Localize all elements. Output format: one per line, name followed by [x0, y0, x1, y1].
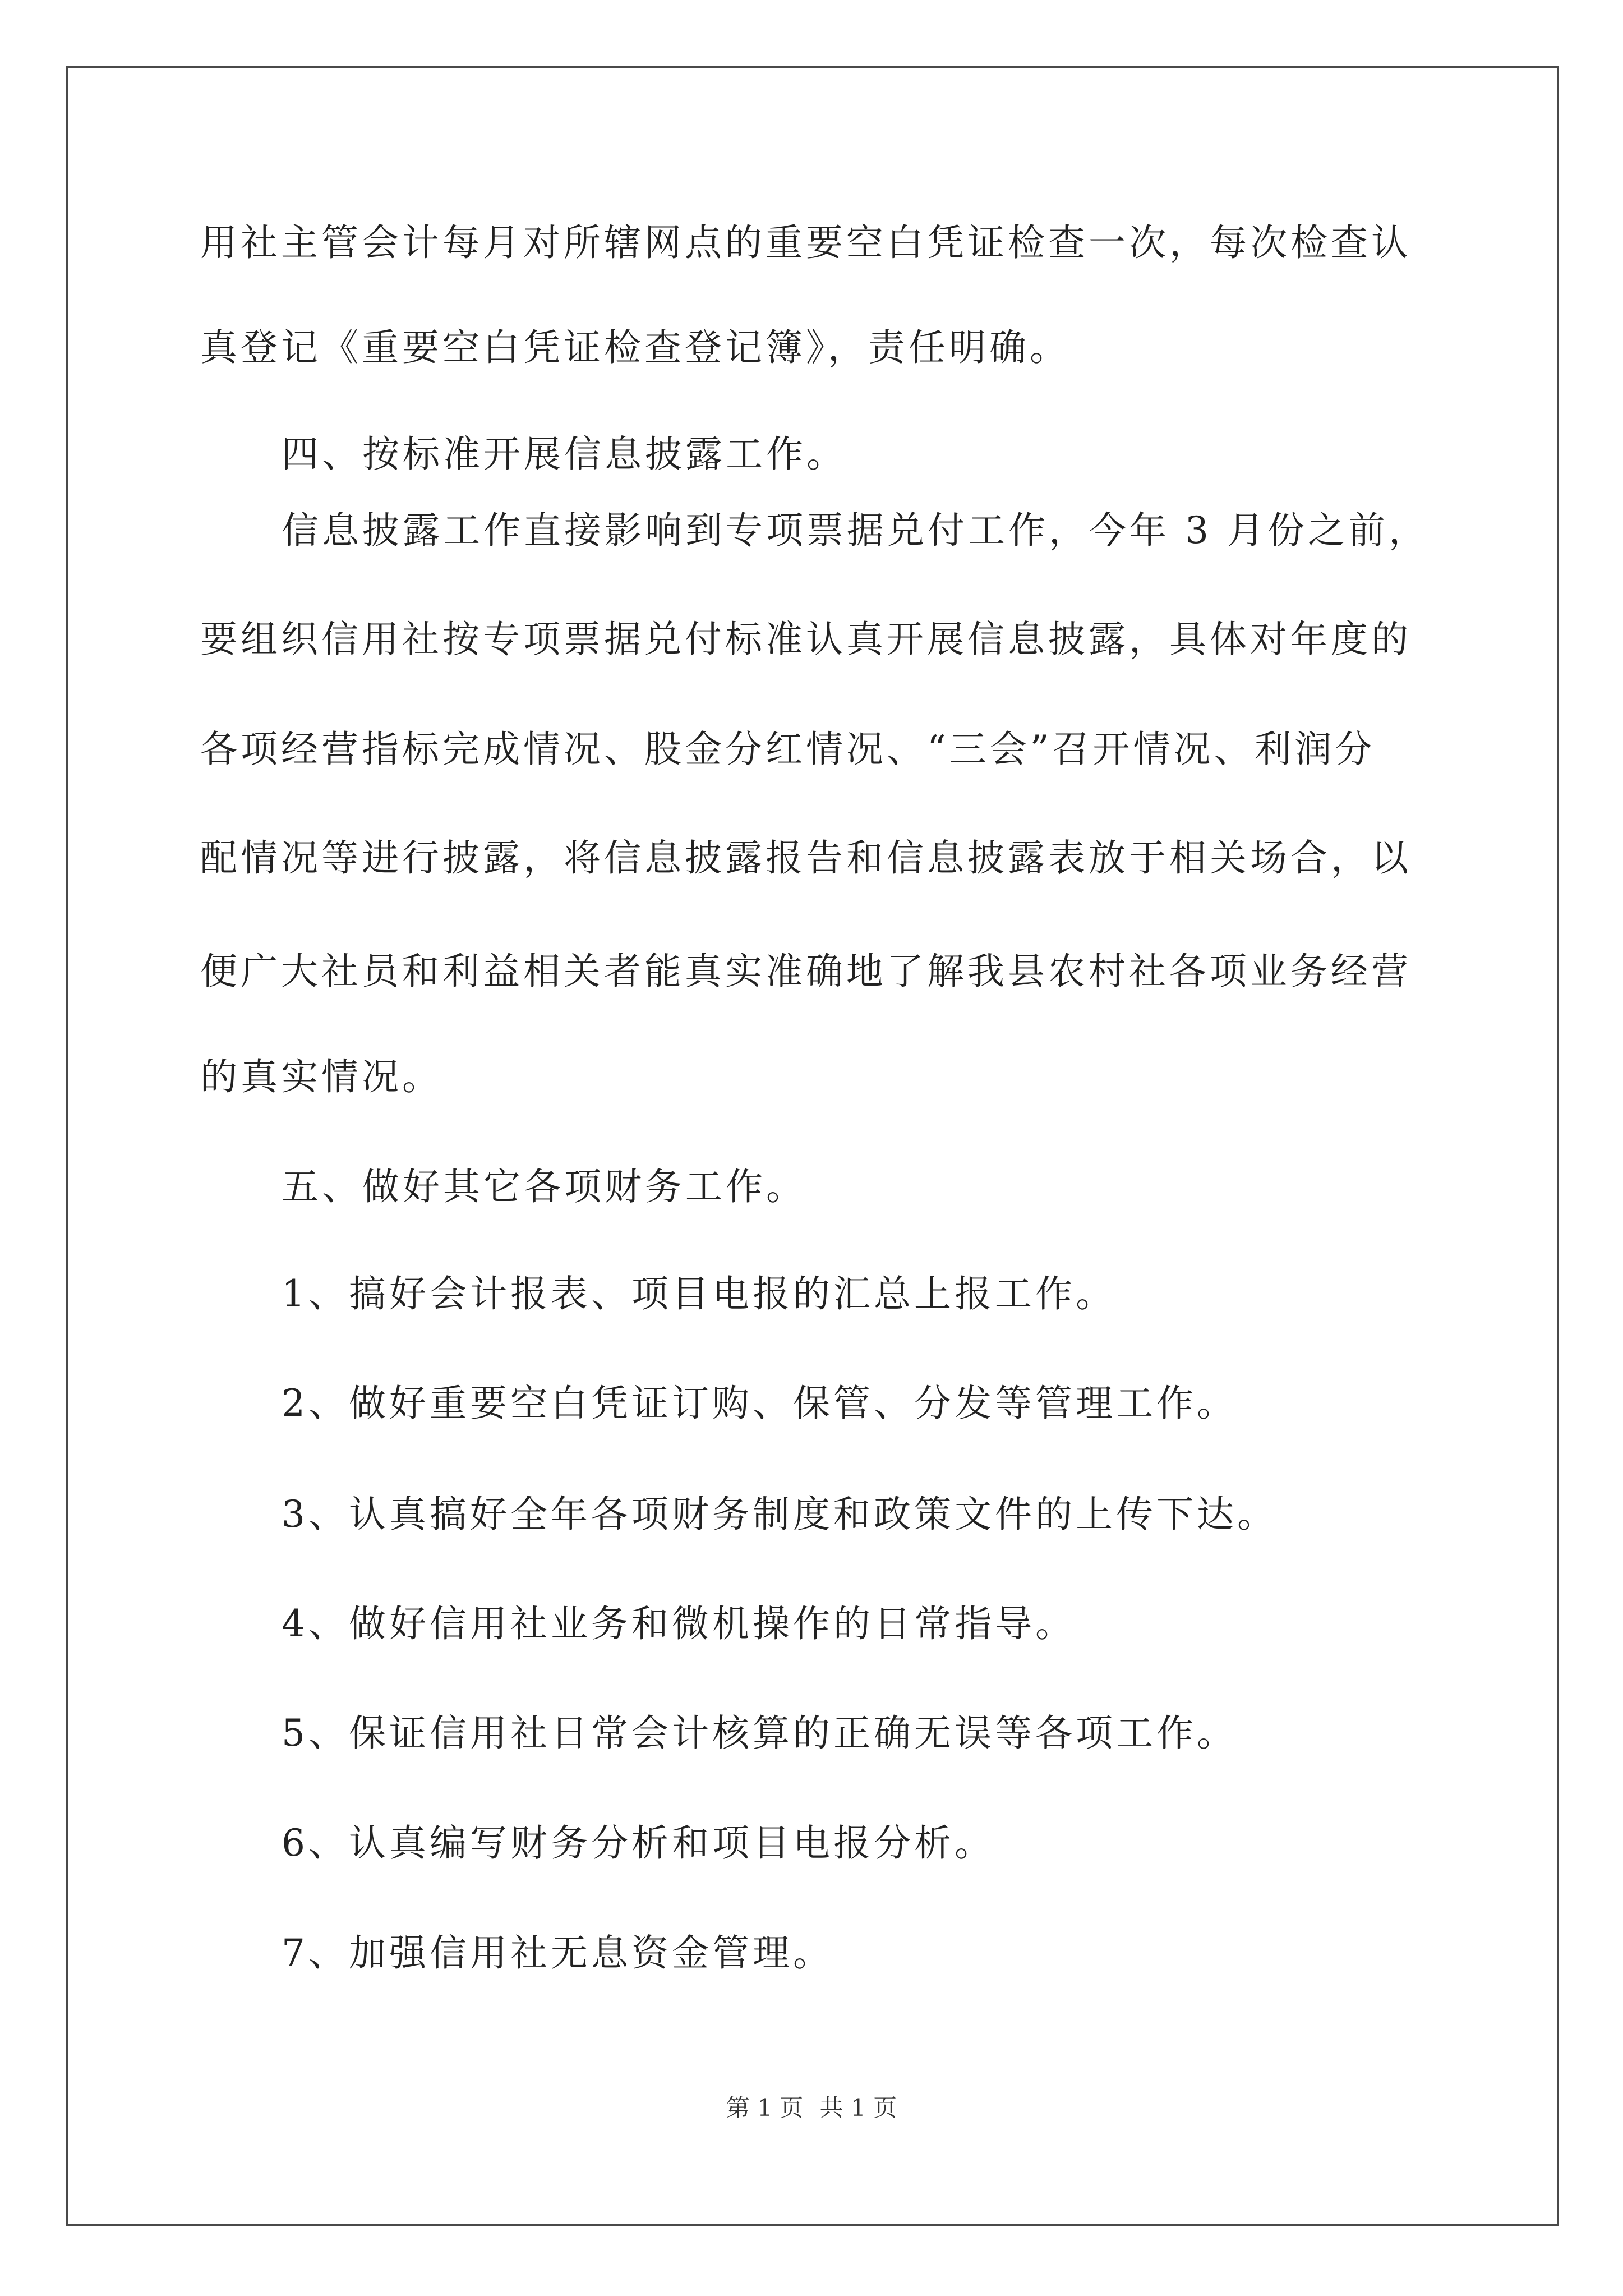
paragraph-line: 各项经营指标完成情况、股金分红情况、“三会”召开情况、利润分	[200, 728, 1376, 771]
section-heading-5: 五、做好其它各项财务工作。	[282, 1165, 806, 1208]
list-item: 5、保证信用社日常会计核算的正确无误等各项工作。	[282, 1711, 1237, 1755]
page-border	[66, 66, 1559, 2226]
list-item: 3、认真搞好全年各项财务制度和政策文件的上传下达。	[282, 1493, 1278, 1536]
page-number-total: 共 1 页	[819, 2094, 897, 2122]
page-footer	[0, 2092, 1623, 2124]
page-number-current: 第 1 页	[726, 2094, 804, 2122]
list-item: 4、做好信用社业务和微机操作的日常指导。	[282, 1602, 1076, 1645]
paragraph-line: 的真实情况。	[200, 1055, 442, 1098]
list-item: 2、做好重要空白凭证订购、保管、分发等管理工作。	[282, 1382, 1237, 1425]
paragraph-line: 配情况等进行披露，将信息披露报告和信息披露表放于相关场合，以	[200, 836, 1412, 880]
list-item: 6、认真编写财务分析和项目电报分析。	[282, 1821, 995, 1865]
list-item: 1、搞好会计报表、项目电报的汇总上报工作。	[282, 1272, 1116, 1315]
paragraph-line: 要组织信用社按专项票据兑付标准认真开展信息披露，具体对年度的	[200, 618, 1412, 661]
paragraph-line: 便广大社员和利益相关者能真实准确地了解我县农村社各项业务经营	[200, 950, 1412, 993]
paragraph-line: 用社主管会计每月对所辖网点的重要空白凭证检查一次，每次检查认	[200, 221, 1412, 264]
paragraph-line: 真登记《重要空白凭证检查登记簿》，责任明确。	[200, 326, 1070, 369]
list-item: 7、加强信用社无息资金管理。	[282, 1931, 833, 1975]
section-heading-4: 四、按标准开展信息披露工作。	[282, 432, 847, 476]
paragraph-line: 信息披露工作直接影响到专项票据兑付工作，今年 3 月份之前，	[282, 509, 1429, 552]
